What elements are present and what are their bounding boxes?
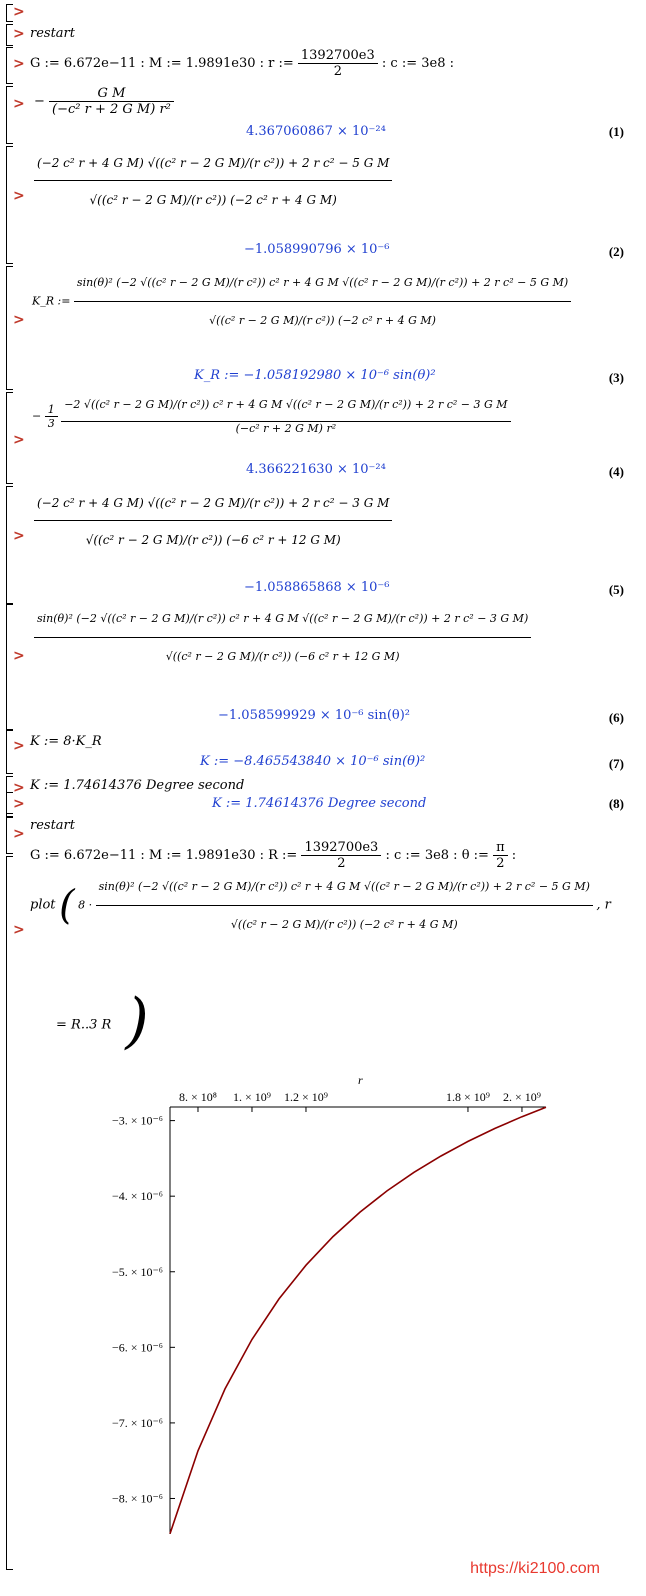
expr-2-command[interactable]: $\frac{\text{(−2 c² r + 4 G M) √((c² r − 2 G M)/(r c²)) + 2 r c² − 5 G M}}{\text{√((c² r − 2 G M)/(r c²)) (−2 c² r + 4 G M)}}$ [34,156,392,207]
output-7: K := −8.465543840 × 10⁻⁶ sin(θ)² [200,754,426,769]
x-axis-label: r [358,1074,363,1087]
output-6: −1.058599929 × 10⁻⁶ sin(θ)² [218,708,411,723]
prompt-marker[interactable]: > [13,4,25,20]
plot-range[interactable]: = R..3 R ) [56,986,149,1056]
expr-3-command[interactable]: K_R := sin(θ)² (−2 √((c² r − 2 G M)/(r c²)) c² r + 4 G M √((c² r − 2 G M)/(r c²)) + 2 r c² − 5 G M) √((c² r − 2 G M)/(r c²)) (−2 c² r + 4 G M) [32,276,571,327]
expr-1-command[interactable]: − $\frac{\text{G M}}{\text{(−c² r + 2 G M) r²}}$ [34,86,174,117]
prompt-marker[interactable]: > [13,528,25,544]
prompt-marker[interactable]: > [13,738,25,754]
series-line [170,1107,546,1534]
plot-command[interactable]: plot ( 8 · sin(θ)² (−2 √((c² r − 2 G M)/(r c²)) c² r + 4 G M √((c² r − 2 G M)/(r c²)) + 2 r c² − 5 G M) √((c² r − 2 G M)/(r c²)) (−2 c² r + 4 G M) , r [30,880,611,931]
prompt-marker[interactable]: > [13,188,25,204]
y-tick-label: −7. × 10⁻⁶ [111,1415,163,1430]
r-fraction: $\frac{1392700e3}{2}$ [298,48,378,79]
group-bracket [6,604,13,730]
y-tick-label: −6. × 10⁻⁶ [111,1340,163,1355]
x-tick-label: 1. × 10⁹ [233,1090,271,1104]
y-tick-labels [112,1114,175,1506]
group-bracket [6,24,13,46]
plot-area[interactable] [0,1074,646,1564]
assign-tail: : c := 3e8 : [381,56,454,71]
output-2: −1.058990796 × 10⁻⁶ [244,242,390,257]
output-8: K := 1.74614376 Degree second [212,796,427,811]
prompt-marker[interactable]: > [13,432,25,448]
expr-8-command[interactable]: K := 1.74614376 Degree second [30,778,245,793]
prompt-marker[interactable]: > [13,780,25,796]
output-5: −1.058865868 × 10⁻⁶ [244,580,390,595]
y-tick-label: −5. × 10⁻⁶ [111,1264,163,1279]
prompt-marker[interactable]: > [13,648,25,664]
expr-5-command[interactable]: $\frac{\text{(−2 c² r + 4 G M) √((c² r − 2 G M)/(r c²)) + 2 r c² − 3 G M}}{\text{√((c² r − 2 G M)/(r c²)) (−6 c² r + 12 G M)}}$ [34,496,392,547]
equation-label-1: (1) [608,124,624,139]
prompt-marker[interactable]: > [13,796,25,812]
prompt-marker[interactable]: > [13,56,25,72]
output-1: 4.367060867 × 10⁻²⁴ [246,124,386,139]
equation-label-2: (2) [608,244,624,259]
restart-command-2[interactable]: restart [30,818,75,833]
assign-command[interactable] [30,48,454,79]
prompt-marker[interactable]: > [13,26,25,42]
group-bracket [6,816,13,854]
equation-label-4: (4) [608,464,624,479]
equation-label-7: (7) [608,756,624,771]
assign-text: G := 6.672e−11 : M := 1.9891e30 : r := [30,56,294,71]
group-bracket [6,730,13,774]
group-bracket [6,266,13,390]
equation-label-5: (5) [608,582,624,597]
group-bracket [6,86,13,144]
prompt-marker[interactable]: > [13,826,25,842]
assign-command-2[interactable]: G := 6.672e−11 : M := 1.9891e30 : R := $\frac{1392700e3}{2}$ : c := 3e8 : θ := $\frac{\pi}{2}$ : [30,840,517,871]
output-4: 4.366221630 × 10⁻²⁴ [246,462,386,477]
prompt-marker[interactable]: > [13,922,25,938]
y-tick-label: −3. × 10⁻⁶ [111,1113,163,1128]
prompt-marker[interactable]: > [13,312,25,328]
output-3: K_R := −1.058192980 × 10⁻⁶ sin(θ)² [194,368,436,383]
equation-label-8: (8) [608,796,624,811]
equation-label-6: (6) [608,710,624,725]
equation-label-3: (3) [608,370,624,385]
group-bracket [6,392,13,484]
expr-6-command[interactable]: sin(θ)² (−2 √((c² r − 2 G M)/(r c²)) c² r + 4 G M √((c² r − 2 G M)/(r c²)) + 2 r c² − 3 G M) √((c² r − 2 G M)/(r c²)) (−6 c² r + 12 G M) [34,612,531,663]
x-tick-label: 2. × 10⁹ [502,1090,541,1104]
group-bracket [6,146,13,264]
expr-4-command[interactable]: − $\frac{1}{3}$ −2 √((c² r − 2 G M)/(r c²)) c² r + 4 G M √((c² r − 2 G M)/(r c²)) + 2 r c² − 3 G M (−c² r + 2 G M) r² [32,398,511,435]
watermark: https://ki2100.com [470,1560,600,1577]
group-bracket [6,486,13,604]
prompt-marker[interactable]: > [13,96,25,112]
expr-7-command[interactable]: K := 8·K_R [30,734,102,749]
x-tick-label: 1.8 × 10⁹ [445,1090,490,1104]
x-tick-label: 1.2 × 10⁹ [283,1090,328,1104]
x-tick-labels [179,1090,541,1112]
restart-command[interactable]: restart [30,26,75,41]
group-bracket [6,792,13,814]
group-bracket [6,47,13,84]
group-bracket [6,4,13,22]
y-tick-label: −8. × 10⁻⁶ [111,1491,163,1506]
y-tick-label: −4. × 10⁻⁶ [111,1189,163,1204]
x-tick-label: 8. × 10⁸ [179,1090,217,1104]
